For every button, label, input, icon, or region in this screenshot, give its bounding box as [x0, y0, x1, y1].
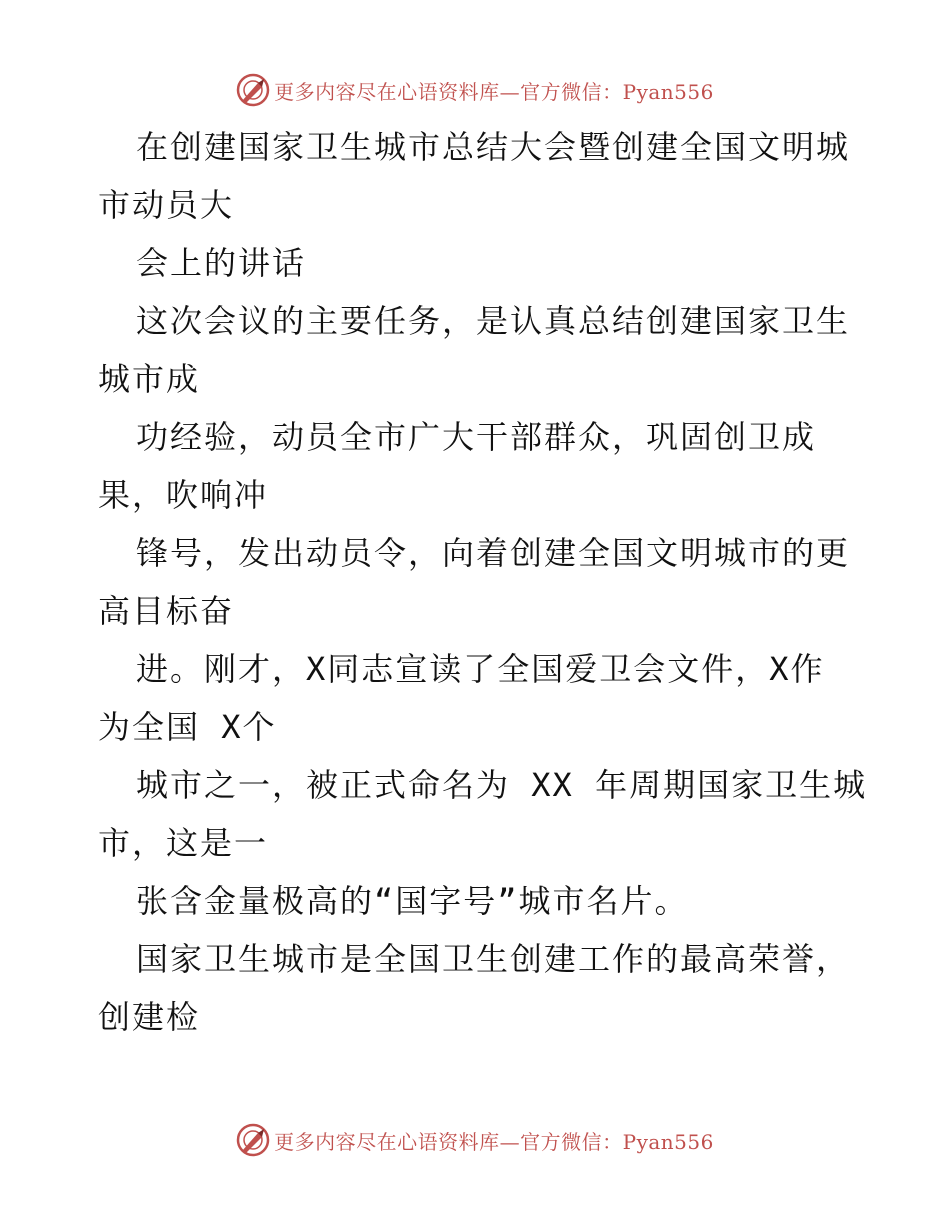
text-line: 城市之一，被正式命名为 XX 年周期国家卫生城: [136, 766, 868, 804]
text-line: 锋号，发出动员令，向着创建全国文明城市的更: [136, 534, 851, 572]
text-line: 为全国 X个: [98, 708, 277, 746]
text-line: 进。刚才，X同志宣读了全国爱卫会文件，X作: [136, 650, 825, 688]
text-line: 果，吹响冲: [98, 476, 269, 514]
text-line: 会上的讲话: [136, 244, 307, 282]
text-line: 创建检: [98, 998, 201, 1036]
text-line: 市动员大: [98, 186, 235, 224]
pen-logo-icon: [236, 1123, 270, 1157]
text-line: 国家卫生城市是全国卫生创建工作的最高荣誉，: [136, 940, 851, 978]
text-line: 功经验，动员全市广大干部群众，巩固创卫成: [136, 418, 817, 456]
text-line: 张含金量极高的“国字号”城市名片。: [136, 882, 689, 920]
document-body: [98, 118, 868, 1046]
text-line: 城市成: [98, 360, 201, 398]
text-line: 市，这是一: [98, 824, 269, 862]
text-line: 高目标奋: [98, 592, 235, 630]
pen-logo-icon: [236, 73, 270, 107]
header-banner-text: 更多内容尽在心语资料库—官方微信：Pyan556: [274, 79, 714, 104]
header-banner: [0, 70, 950, 110]
footer-banner-text: 更多内容尽在心语资料库—官方微信：Pyan556: [274, 1129, 714, 1154]
footer-banner: [0, 1120, 950, 1160]
text-line: 在创建国家卫生城市总结大会暨创建全国文明城: [136, 128, 851, 166]
text-line: 这次会议的主要任务，是认真总结创建国家卫生: [136, 302, 851, 340]
